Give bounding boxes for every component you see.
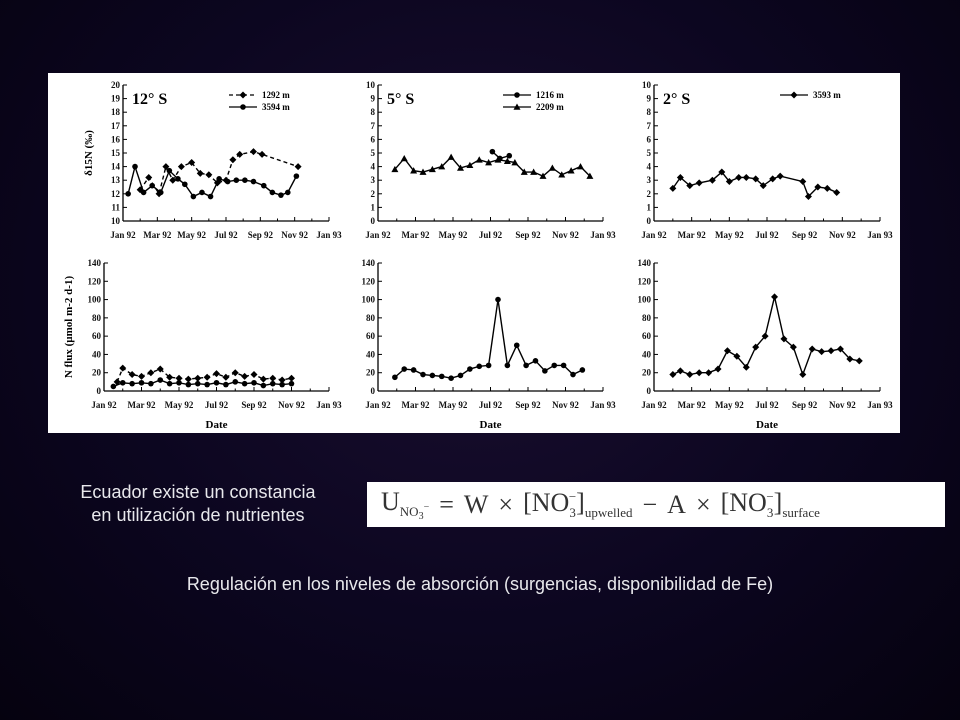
x-tick-label: Jan 93 <box>590 230 616 240</box>
data-point <box>242 177 248 183</box>
data-point <box>430 373 436 379</box>
x-tick-label: Jul 92 <box>478 230 503 240</box>
data-point <box>828 347 835 354</box>
x-tick-label: Nov 92 <box>828 230 856 240</box>
data-point <box>686 371 693 378</box>
x-tick-label: Nov 92 <box>552 400 579 410</box>
eq-lhs: $U_{NO_3^-}$ <box>381 487 430 522</box>
data-point <box>467 366 473 372</box>
x-tick-label: May 92 <box>438 400 468 410</box>
y-tick-label: 3 <box>370 175 375 186</box>
data-point <box>182 181 188 187</box>
y-tick-label: 11 <box>111 202 120 213</box>
data-point <box>261 183 267 189</box>
panel-title: 2° S <box>663 91 691 108</box>
data-point <box>696 369 703 376</box>
data-point <box>542 368 548 374</box>
data-point <box>677 367 684 374</box>
data-point <box>270 190 276 196</box>
data-point <box>251 371 258 378</box>
data-point <box>176 380 182 386</box>
data-point <box>285 190 291 196</box>
data-point <box>260 376 267 383</box>
data-point <box>178 163 185 170</box>
data-point <box>138 373 145 380</box>
data-point <box>120 380 126 386</box>
legend-label: 2209 m <box>536 102 564 112</box>
data-point <box>476 156 483 162</box>
data-point <box>216 176 222 182</box>
legend-label: 1216 m <box>536 90 564 100</box>
data-point <box>149 183 155 189</box>
data-point <box>771 293 778 300</box>
data-point <box>514 342 520 348</box>
data-point <box>705 369 712 376</box>
y-tick-label: 13 <box>111 175 120 186</box>
y-tick-label: 60 <box>642 331 651 342</box>
data-point <box>223 382 229 388</box>
data-point <box>533 358 539 364</box>
eq-a: A <box>667 489 686 519</box>
eq-w: W <box>463 489 489 519</box>
data-point <box>270 381 276 387</box>
data-point <box>186 382 192 388</box>
data-point <box>724 347 731 354</box>
x-tick-label: Sep 92 <box>792 400 818 410</box>
data-point <box>185 376 192 383</box>
y-axis-label: N flux (µmol m-2 d-1) <box>63 275 75 379</box>
y-tick-label: 100 <box>637 294 651 305</box>
series-line <box>140 152 298 194</box>
x-tick-label: May 92 <box>177 230 207 240</box>
caption-left-line2: en utilización de nutrientes <box>91 505 305 525</box>
x-tick-label: Sep 92 <box>241 400 267 410</box>
y-tick-label: 100 <box>87 294 101 305</box>
x-tick-label: Jul 92 <box>478 400 503 410</box>
data-point <box>486 363 492 369</box>
x-axis-label: Date <box>479 419 502 431</box>
data-point <box>696 179 703 186</box>
x-tick-label: May 92 <box>714 400 744 410</box>
data-point <box>833 189 840 196</box>
y-tick-label: 10 <box>366 80 375 90</box>
data-point <box>225 179 231 185</box>
data-point <box>111 384 117 390</box>
x-tick-label: Jan 93 <box>316 230 342 240</box>
y-tick-label: 0 <box>646 216 651 226</box>
data-point <box>204 382 210 388</box>
y-tick-label: 40 <box>366 349 375 360</box>
y-tick-label: 12 <box>111 188 120 199</box>
x-tick-label: Nov 92 <box>828 400 856 410</box>
y-tick-label: 60 <box>366 331 375 342</box>
data-point <box>195 381 201 387</box>
panel-title: 5° S <box>387 91 415 108</box>
x-axis-label: Date <box>756 419 778 431</box>
chart-panel-4 <box>63 258 342 431</box>
data-point <box>295 163 302 170</box>
y-tick-label: 2 <box>646 188 651 199</box>
data-point <box>250 148 257 155</box>
y-tick-label: 1 <box>646 202 651 213</box>
y-tick-label: 120 <box>637 276 651 287</box>
panel-title: 12° S <box>132 91 168 108</box>
y-tick-label: 9 <box>646 93 651 104</box>
data-point <box>132 164 138 170</box>
y-tick-label: 5 <box>646 148 651 158</box>
y-tick-label: 10 <box>111 216 120 226</box>
data-point <box>439 374 445 380</box>
data-point <box>251 380 257 386</box>
data-point <box>824 185 831 192</box>
data-point <box>799 178 806 185</box>
chart-panel-5 <box>362 258 617 431</box>
y-tick-label: 100 <box>361 294 375 305</box>
y-tick-label: 3 <box>646 175 651 186</box>
y-tick-label: 18 <box>111 107 120 118</box>
data-point <box>523 363 529 369</box>
x-tick-label: Sep 92 <box>515 230 541 240</box>
data-point <box>476 364 482 370</box>
data-point <box>129 381 135 387</box>
x-tick-label: Nov 92 <box>281 230 309 240</box>
chart-panel-1 <box>83 80 342 240</box>
x-tick-label: Jan 93 <box>867 230 893 240</box>
figure-panel <box>48 73 900 433</box>
x-tick-label: Sep 92 <box>247 230 273 240</box>
data-point <box>551 363 557 369</box>
data-point <box>191 194 197 200</box>
data-point <box>715 366 722 373</box>
data-point <box>242 381 248 387</box>
x-tick-label: Mar 92 <box>677 230 706 240</box>
data-point <box>411 367 417 373</box>
data-point <box>448 154 455 160</box>
x-tick-label: Nov 92 <box>552 230 579 240</box>
caption-bottom: Regulación en los niveles de absorción (surgencias, disponibilidad de Fe) <box>186 574 774 594</box>
y-tick-label: 20 <box>366 367 375 378</box>
y-tick-label: 7 <box>646 120 651 131</box>
y-tick-label: 60 <box>92 331 101 342</box>
eq-term2: $[NO_3^-]_{surface}$ <box>720 488 820 520</box>
y-tick-label: 40 <box>642 349 651 360</box>
data-point <box>261 383 267 389</box>
x-tick-label: May 92 <box>438 230 468 240</box>
data-point <box>229 156 236 163</box>
y-tick-label: 2 <box>370 188 375 199</box>
chart-grid <box>48 73 900 433</box>
uptake-equation <box>367 482 945 527</box>
x-tick-label: Jan 92 <box>641 230 667 240</box>
data-point <box>466 162 473 168</box>
data-point <box>392 374 398 380</box>
data-point <box>139 380 145 386</box>
data-point <box>743 174 750 181</box>
y-tick-label: 40 <box>92 349 101 360</box>
data-point <box>401 366 407 372</box>
data-point <box>205 171 212 178</box>
y-tick-label: 140 <box>361 258 375 268</box>
x-tick-label: Jan 92 <box>110 230 136 240</box>
data-point <box>580 367 586 373</box>
y-tick-label: 0 <box>646 386 651 396</box>
data-point <box>199 190 205 196</box>
data-point <box>809 345 816 352</box>
data-point <box>232 369 239 376</box>
data-point <box>294 173 300 179</box>
data-point <box>269 375 276 382</box>
eq-times1: × <box>498 489 514 519</box>
x-tick-label: Jan 93 <box>867 400 893 410</box>
y-tick-label: 10 <box>642 80 651 90</box>
y-tick-label: 0 <box>370 216 375 226</box>
data-point <box>167 381 173 387</box>
data-point <box>141 190 147 196</box>
y-tick-label: 20 <box>642 367 651 378</box>
data-point <box>549 164 556 170</box>
legend-marker <box>514 92 520 98</box>
caption-left <box>40 481 356 527</box>
legend-marker <box>240 92 247 99</box>
x-tick-label: Jul 92 <box>755 230 779 240</box>
data-point <box>570 372 576 378</box>
x-tick-label: Jan 93 <box>316 400 342 410</box>
data-point <box>289 381 295 387</box>
data-point <box>288 375 295 382</box>
chart-panel-3 <box>641 80 893 240</box>
data-point <box>214 380 220 386</box>
data-point <box>213 370 220 377</box>
data-point <box>777 173 784 180</box>
caption-left-line1: Ecuador existe un constancia <box>80 482 316 502</box>
x-tick-label: Mar 92 <box>401 230 430 240</box>
data-point <box>236 151 243 158</box>
y-tick-label: 20 <box>92 367 101 378</box>
x-tick-label: May 92 <box>714 230 744 240</box>
y-tick-label: 9 <box>370 93 375 104</box>
y-tick-label: 20 <box>111 80 120 90</box>
data-point <box>145 174 152 181</box>
y-tick-label: 1 <box>370 202 375 213</box>
data-point <box>147 369 154 376</box>
data-point <box>167 168 173 174</box>
data-point <box>175 176 181 182</box>
y-tick-label: 6 <box>370 134 375 145</box>
y-tick-label: 80 <box>642 312 651 323</box>
data-point <box>735 174 742 181</box>
y-tick-label: 8 <box>646 107 651 118</box>
y-tick-label: 120 <box>87 276 101 287</box>
data-point <box>669 371 676 378</box>
data-point <box>234 177 240 183</box>
y-tick-label: 80 <box>366 312 375 323</box>
data-point <box>125 191 131 197</box>
data-point <box>506 153 512 159</box>
data-point <box>856 357 863 364</box>
eq-equals: = <box>439 489 454 519</box>
x-tick-label: Nov 92 <box>278 400 305 410</box>
data-point <box>279 382 285 388</box>
data-point <box>169 177 176 184</box>
data-point <box>490 149 496 155</box>
y-tick-label: 4 <box>370 161 375 172</box>
data-point <box>278 192 284 198</box>
y-tick-label: 4 <box>646 161 651 172</box>
eq-times2: × <box>695 489 711 519</box>
data-point <box>495 297 501 303</box>
legend-label: 1292 m <box>262 90 290 100</box>
eq-minus: − <box>642 489 658 519</box>
x-tick-label: Jul 92 <box>204 400 229 410</box>
y-tick-label: 0 <box>370 386 375 396</box>
data-point <box>448 375 454 381</box>
x-tick-label: Mar 92 <box>143 230 172 240</box>
chart-panel-2 <box>365 80 616 240</box>
y-tick-label: 8 <box>370 107 375 118</box>
data-point <box>505 363 511 369</box>
legend-label: 3593 m <box>813 90 841 100</box>
x-axis-label: Date <box>205 419 228 431</box>
data-point <box>148 381 154 387</box>
data-point <box>222 374 229 381</box>
y-tick-label: 15 <box>111 148 120 158</box>
y-tick-label: 140 <box>87 258 101 268</box>
x-tick-label: Mar 92 <box>677 400 706 410</box>
y-tick-label: 6 <box>646 134 651 145</box>
y-tick-label: 17 <box>111 120 120 131</box>
data-point <box>259 151 266 158</box>
x-tick-label: Mar 92 <box>401 400 430 410</box>
x-tick-label: Mar 92 <box>127 400 156 410</box>
y-tick-label: 14 <box>111 161 120 172</box>
y-tick-label: 80 <box>92 312 101 323</box>
legend-marker <box>240 104 246 110</box>
x-tick-label: Jul 92 <box>214 230 238 240</box>
data-point <box>799 371 806 378</box>
data-point <box>208 194 214 200</box>
eq-term1: $[NO_3^-]_{upwelled}$ <box>523 488 633 520</box>
data-point <box>420 372 426 378</box>
chart-panel-6 <box>638 258 894 431</box>
data-point <box>157 377 163 383</box>
x-tick-label: Jan 93 <box>590 400 616 410</box>
y-tick-label: 0 <box>96 386 101 396</box>
x-tick-label: Jul 92 <box>755 400 779 410</box>
data-point <box>158 190 164 196</box>
y-tick-label: 19 <box>111 93 120 104</box>
data-point <box>401 155 408 161</box>
y-tick-label: 5 <box>370 148 375 158</box>
data-point <box>241 373 248 380</box>
data-point <box>194 375 201 382</box>
y-tick-label: 140 <box>637 258 651 268</box>
x-tick-label: May 92 <box>164 400 194 410</box>
legend-marker <box>791 92 798 99</box>
data-point <box>818 348 825 355</box>
data-point <box>204 374 211 381</box>
x-tick-label: Sep 92 <box>792 230 818 240</box>
x-tick-label: Jan 92 <box>365 400 391 410</box>
y-tick-label: 120 <box>361 276 375 287</box>
x-tick-label: Jan 92 <box>365 230 391 240</box>
y-tick-label: 7 <box>370 120 375 131</box>
y-tick-label: 16 <box>111 134 120 145</box>
data-point <box>251 179 257 185</box>
data-point <box>561 363 567 369</box>
data-point <box>119 365 126 372</box>
x-tick-label: Jan 92 <box>641 400 667 410</box>
x-tick-label: Sep 92 <box>515 400 541 410</box>
x-tick-label: Jan 92 <box>91 400 117 410</box>
legend-label: 3594 m <box>262 102 290 112</box>
data-point <box>577 163 584 169</box>
y-axis-label: δ15N (‰) <box>83 130 95 176</box>
data-point <box>232 379 238 385</box>
data-point <box>458 373 464 379</box>
